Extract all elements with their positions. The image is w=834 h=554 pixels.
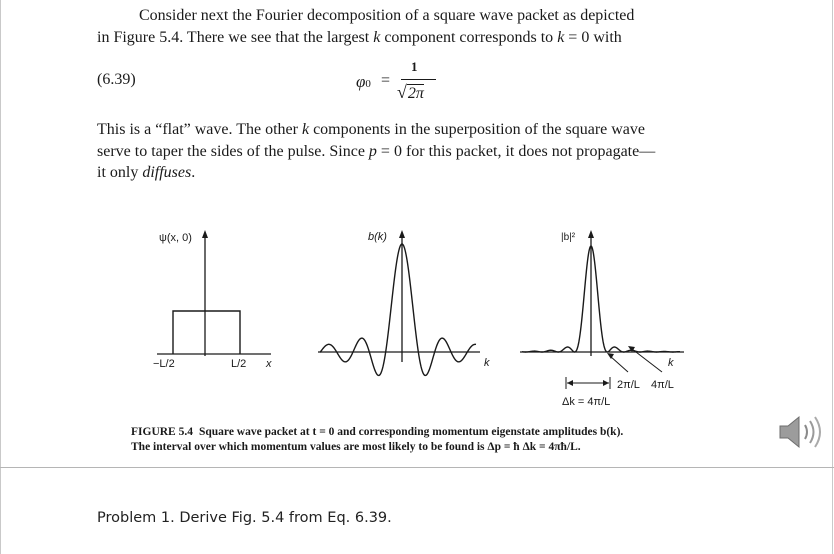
intro-line-1: Consider next the Fourier decomposition of a square wave packet as depicted [139, 7, 635, 24]
width-marker-left-arrowhead [567, 380, 573, 386]
equation-number: (6.39) [97, 71, 136, 88]
caption-line-2: The interval over which momentum values are most likely to be found is Δp = ħ Δk = 4πħ/L. [131, 441, 581, 453]
flat-wave-line-1: This is a “flat” wave. The other k components in the superposition of the square wave [97, 121, 645, 138]
square-wave-pulse [173, 311, 240, 354]
speaker-icon[interactable] [776, 410, 826, 454]
flat-wave-line-2: serve to taper the sides of the pulse. Since p = 0 for this packet, it does not propagate— [97, 142, 656, 160]
pointer-arrow-2pi-over-l [610, 356, 628, 372]
probability-xlabel: k [668, 357, 674, 369]
equation-equals-sign: = [381, 72, 391, 89]
amplitude-sinc-curve [320, 244, 476, 375]
slide-divider [0, 467, 834, 468]
tick-label-4pi-over-l: 4π/L [651, 379, 674, 391]
delta-k-label: Δk = 4π/L [562, 396, 611, 408]
square-wave-y-arrowhead [202, 230, 208, 238]
flat-wave-line-3: it only diffuses. [97, 164, 196, 181]
probability-plot [520, 230, 684, 408]
equation-numerator: 1 [411, 59, 418, 74]
amplitude-y-arrowhead [399, 230, 405, 238]
amplitude-ylabel: b(k) [368, 231, 387, 243]
intro-line-2: in Figure 5.4. There we see that the largest k component corresponds to k = 0 with [97, 28, 622, 46]
square-wave-plot [153, 230, 272, 370]
equation-denominator: √2π [397, 82, 424, 102]
problem-statement: Problem 1. Derive Fig. 5.4 from Eq. 6.39. [97, 510, 392, 526]
equation-lhs: φ0 [356, 72, 371, 91]
figure-caption [131, 425, 731, 455]
probability-y-arrowhead [588, 230, 594, 238]
probability-sinc-squared-curve [522, 246, 680, 352]
amplitude-plot [318, 230, 490, 375]
tick-label-pos-half-l: L/2 [231, 358, 247, 370]
square-wave-ylabel: ψ(x, 0) [159, 232, 192, 244]
amplitude-xlabel: k [484, 357, 490, 369]
width-marker-right-arrowhead [603, 380, 609, 386]
square-wave-xlabel: x [266, 358, 272, 370]
tick-label-2pi-over-l: 2π/L [617, 379, 640, 391]
caption-line-1: FIGURE 5.4 Square wave packet at t = 0 and corresponding momentum eigenstate amplitudes b(k). [131, 426, 624, 438]
probability-ylabel: |b|² [561, 232, 576, 243]
tick-label-neg-half-l: −L/2 [153, 358, 175, 370]
